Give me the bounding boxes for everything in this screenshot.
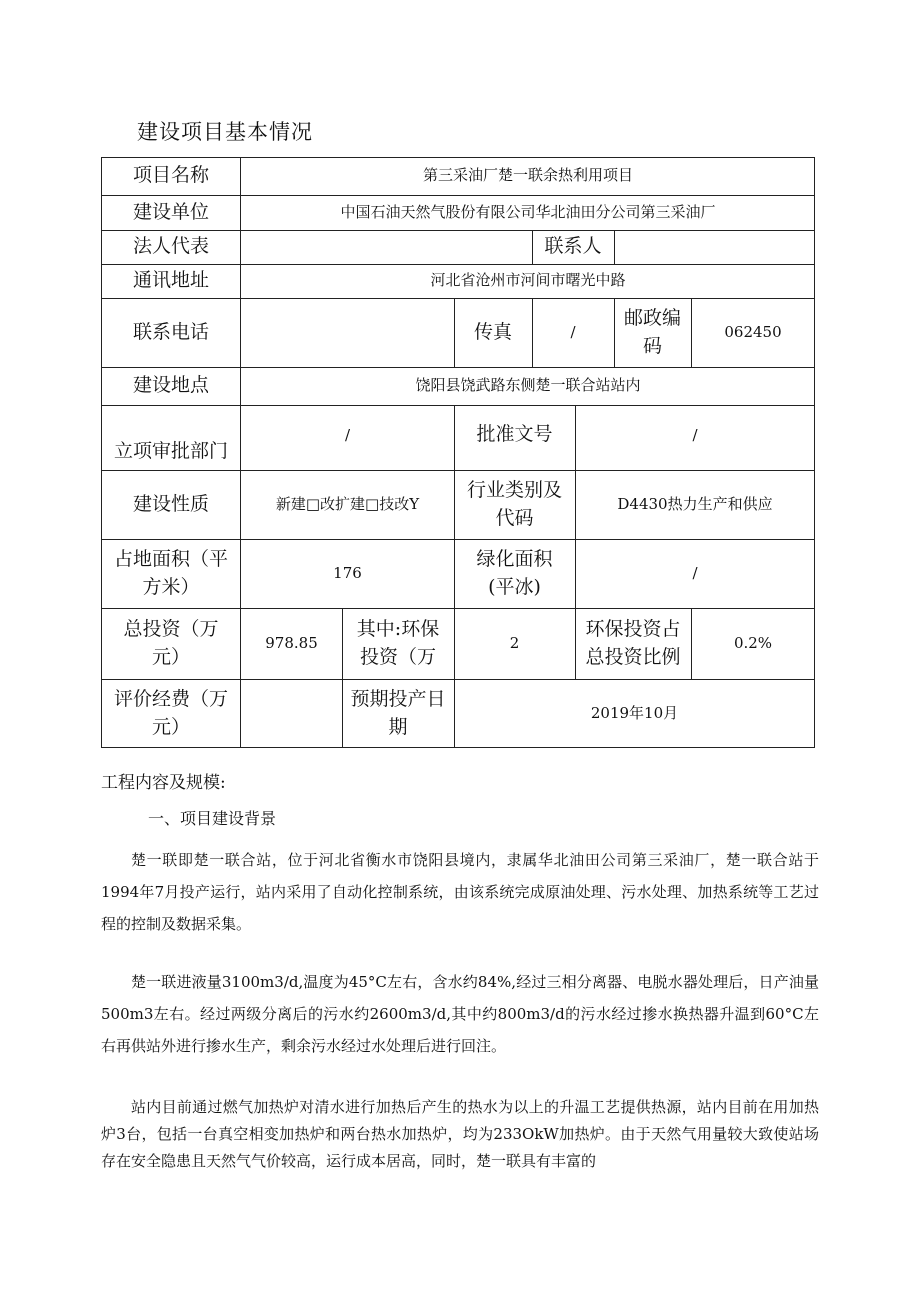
date-value: 2019年10月 (590, 703, 679, 722)
legal-rep-value (241, 230, 532, 264)
date-label (342, 679, 454, 748)
env-invest-label-line1: 其中:环保 (356, 617, 440, 640)
approval-no-value: / (692, 426, 698, 444)
eval-fee-value (241, 679, 342, 748)
ratio-value: 0.2% (733, 633, 773, 652)
area-label-line1: 占地面积（平 (113, 547, 228, 570)
address-value: 河北省沧州市河间市曙光中路 (430, 271, 626, 290)
green-value: / (692, 563, 698, 582)
paragraph-1: 楚一联即楚一联合站，位于河北省衡水市饶阳县境内，隶属华北油田公司第三采油厂，楚一联合站于1994年7月投产运行，站内采用了自动化控制系统，由该系统完成原油处理、污水处理、加热系统等工艺过程的控制及数据采集。 (101, 851, 819, 933)
approval-dept-value: / (344, 426, 351, 444)
env-invest-label (342, 608, 454, 679)
nature-label: 建设性质 (132, 492, 209, 515)
invest-label-line2: 元） (151, 645, 190, 668)
invest-label (101, 608, 241, 679)
eval-fee-label (101, 679, 241, 748)
paragraph-3: 站内目前通过燃气加热炉对清水进行加热后产生的热水为以上的升温工艺提供热源，站内目前在用加热炉3台，包括一台真空相变加热炉和两台热水加热炉，均为233OkW加热炉。由于天然气用量较大致使站场存在安全隐患且天然气气价较高，运行成本居高，同时，楚一联具有丰富的 (101, 1098, 819, 1170)
env-invest-label-line2: 投资（万 (359, 645, 436, 668)
green-label-line1: 绿化面积 (476, 547, 553, 570)
page-title: 建设项目基本情况 (137, 120, 313, 144)
approval-dept-label: 立项审批部门 (113, 440, 228, 463)
green-label (454, 539, 575, 608)
date-label-line1: 预期投产日 (350, 687, 446, 710)
location-label: 建设地点 (132, 374, 209, 397)
industry-value: D4430热力生产和供应 (617, 494, 773, 513)
phone-value (241, 298, 454, 367)
postcode-label-line2: 码 (642, 334, 662, 357)
phone-label: 联系电话 (132, 320, 209, 343)
unit-label: 建设单位 (132, 200, 209, 223)
location-value: 饶阳县饶武路东侧楚一联合站站内 (415, 376, 641, 395)
ratio-label-line1: 环保投资占 (585, 617, 681, 640)
project-name-value: 第三采油厂楚一联余热利用项目 (422, 166, 633, 185)
postcode-label (614, 298, 691, 367)
legal-rep-label: 法人代表 (132, 235, 209, 258)
approval-no-label: 批准文号 (476, 423, 553, 445)
green-label-line2: (平冰) (488, 575, 541, 598)
ratio-label (575, 608, 691, 679)
invest-value: 978.85 (265, 633, 318, 652)
env-invest-value: 2 (509, 633, 520, 652)
contact-label: 联系人 (544, 235, 602, 258)
address-label: 通讯地址 (132, 269, 209, 292)
industry-label-line1: 行业类别及 (466, 478, 562, 501)
postcode-value: 062450 (724, 322, 782, 341)
area-label-line2: 方米） (142, 575, 200, 598)
invest-label-line1: 总投资（万 (123, 617, 219, 640)
unit-value: 中国石油天然气股份有限公司华北油田分公司第三采油厂 (340, 202, 716, 221)
fax-value: / (570, 322, 576, 341)
eval-fee-label-line1: 评价经费（万 (113, 687, 228, 710)
area-label (101, 539, 241, 608)
nature-value: 新建□改扩建□技改Y (275, 494, 420, 513)
project-name-label: 项目名称 (132, 164, 209, 187)
section-heading: 工程内容及规模: (101, 773, 226, 793)
subsection-heading: 一、项目建设背景 (148, 809, 277, 828)
date-label-line2: 期 (388, 715, 408, 738)
industry-label (454, 470, 575, 539)
contact-value (614, 230, 815, 264)
industry-label-line2: 代码 (495, 506, 534, 529)
area-value: 176 (333, 563, 362, 582)
paragraph-2: 楚一联进液量3100m3∕d,温度为45°C左右，含水约84%,经过三相分离器、电脱水器处理后，日产油量500m3左右。经过两级分离后的污水约2600m3∕d,其中约800m3∕d的污水经过掺水换热器升温到60°C左右再供站外进行掺水生产，剩余污水经过水处理后进行回注。 (101, 973, 819, 1055)
eval-fee-label-line2: 元） (151, 715, 190, 738)
fax-label: 传真 (473, 320, 512, 343)
postcode-label-line1: 邮政编 (623, 306, 681, 329)
ratio-label-line2: 总投资比例 (585, 645, 681, 668)
